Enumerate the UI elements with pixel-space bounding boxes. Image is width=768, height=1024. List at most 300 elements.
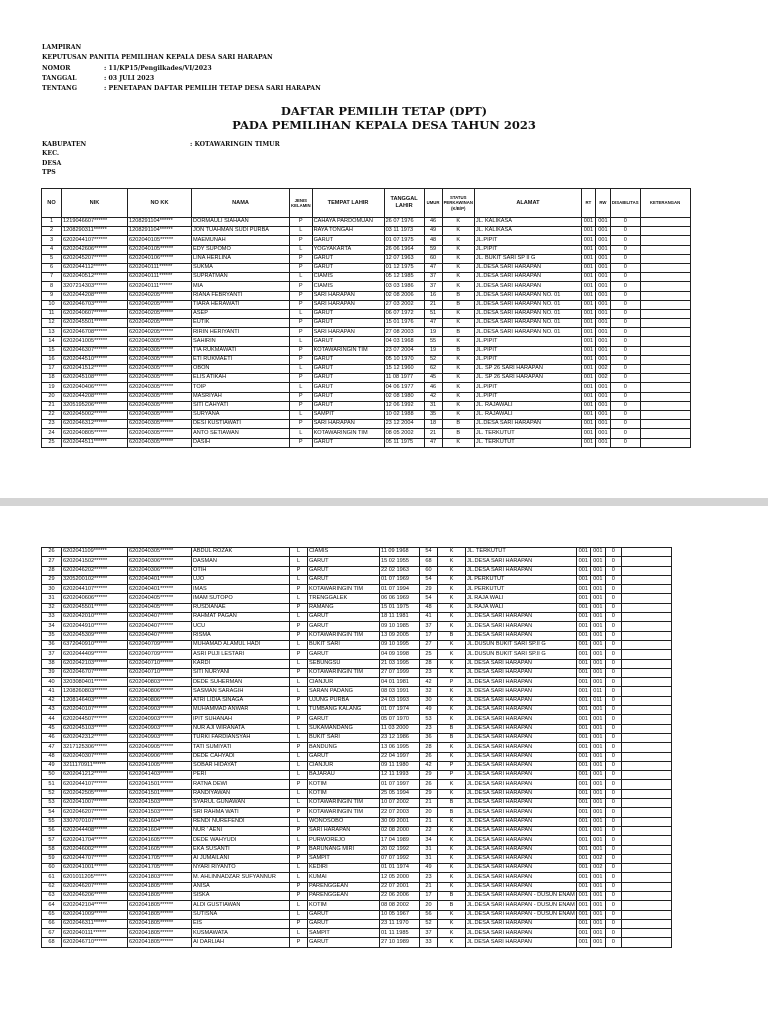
cell-alamat: JL.PIPIT	[474, 355, 581, 364]
cell-tanggal-lahir: 18 11 1981	[380, 613, 420, 622]
cell-status-perkawinan: K	[438, 743, 466, 752]
cell-tempat-lahir: GARUT	[312, 337, 384, 346]
cell-no: 33	[42, 613, 62, 622]
cell-jenis-kelamin: P	[290, 585, 308, 594]
table-row	[42, 585, 672, 594]
cell-alamat: JL DESA SARI HARAPAN	[466, 659, 577, 668]
voter-rows-page-2	[42, 548, 672, 948]
cell-no-kk: 6202040105******	[128, 236, 192, 245]
cell-rt: 001	[581, 429, 595, 438]
table-row	[42, 817, 672, 826]
cell-keterangan	[621, 668, 671, 677]
cell-no-kk: 1208291104******	[128, 227, 192, 236]
cell-rw: 001	[595, 328, 610, 337]
cell-status-perkawinan: B	[442, 420, 474, 429]
cell-no-kk: 6202040305******	[128, 429, 192, 438]
cell-tempat-lahir: CIAMIS	[308, 548, 380, 557]
cell-nik: 6202044511******	[62, 438, 128, 447]
cell-rw: 001	[590, 668, 605, 677]
cell-umur: 26	[420, 780, 438, 789]
cell-jenis-kelamin: P	[290, 622, 308, 631]
cell-alamat: JL.DESA SARI HARAPAN	[466, 622, 577, 631]
cell-nama: RISMA	[192, 631, 290, 640]
cell-no: 13	[42, 328, 62, 337]
cell-umur: 53	[420, 715, 438, 724]
cell-status-perkawinan: P	[438, 678, 466, 687]
cell-alamat: JL.DESA SARI HARAPAN - DUSUN ENAM	[466, 910, 577, 919]
cell-alamat: JL.DESA SARI HARAPAN	[466, 724, 577, 733]
cell-nik: 6202046312******	[62, 420, 128, 429]
cell-status-perkawinan: K	[442, 374, 474, 383]
cell-disabilitas: 0	[605, 678, 621, 687]
cell-nama: DASIH	[192, 438, 290, 447]
cell-rt: 001	[576, 910, 590, 919]
cell-status-perkawinan: K	[438, 613, 466, 622]
cell-rw: 001	[595, 383, 610, 392]
cell-no: 45	[42, 724, 62, 733]
cell-umur: 34	[420, 836, 438, 845]
cell-rt: 001	[576, 668, 590, 677]
cell-tempat-lahir: SAMPIT	[308, 854, 380, 863]
cell-nama: DORMAULI SIAHAAN	[192, 218, 290, 227]
cell-no: 25	[42, 438, 62, 447]
cell-nama: DEDE SUHERMAN	[192, 678, 290, 687]
cell-jenis-kelamin: P	[290, 650, 308, 659]
cell-nik: 6202044910******	[62, 622, 128, 631]
cell-disabilitas: 0	[610, 420, 640, 429]
cell-rt: 001	[576, 575, 590, 584]
cell-nik: 6202042103******	[62, 659, 128, 668]
cell-status-perkawinan: K	[438, 938, 466, 947]
cell-no-kk: 6202040305******	[128, 438, 192, 447]
cell-no: 27	[42, 557, 62, 566]
cell-nik: 6202040606******	[62, 594, 128, 603]
cell-status-perkawinan: K	[438, 650, 466, 659]
cell-status-perkawinan: K	[442, 218, 474, 227]
cell-tanggal-lahir: 22 06 2006	[380, 891, 420, 900]
cell-disabilitas: 0	[605, 603, 621, 612]
cell-jenis-kelamin: P	[290, 668, 308, 677]
cell-status-perkawinan: K	[442, 392, 474, 401]
table-row	[42, 263, 691, 272]
nomor-label: NOMOR	[42, 64, 71, 72]
cell-status-perkawinan: K	[442, 401, 474, 410]
cell-no-kk: 6202040903******	[128, 733, 192, 742]
cell-nik: 6202044107******	[62, 780, 128, 789]
cell-disabilitas: 0	[605, 836, 621, 845]
cell-no: 34	[42, 622, 62, 631]
table-row	[42, 575, 672, 584]
cell-tanggal-lahir: 23 07 2004	[384, 346, 424, 355]
cell-no-kk: 6202041805******	[128, 891, 192, 900]
table-row	[42, 603, 672, 612]
cell-tempat-lahir: GARUT	[312, 401, 384, 410]
cell-rw: 001	[590, 845, 605, 854]
cell-no-kk: 6202041805******	[128, 901, 192, 910]
cell-tanggal-lahir: 22 02 1963	[380, 566, 420, 575]
cell-nama: JON TUAHMAN SUDI PURBA	[192, 227, 290, 236]
cell-jenis-kelamin: P	[290, 300, 313, 309]
cell-no-kk: 6202041604******	[128, 817, 192, 826]
cell-keterangan	[621, 882, 671, 891]
cell-jenis-kelamin: L	[290, 901, 308, 910]
table-row	[42, 346, 691, 355]
cell-no-kk: 6202040306******	[128, 557, 192, 566]
table-row	[42, 420, 691, 429]
cell-umur: 52	[420, 919, 438, 928]
table-row	[42, 919, 672, 928]
cell-no-kk: 6202041403******	[128, 771, 192, 780]
cell-umur: 62	[424, 365, 442, 374]
cell-tempat-lahir: CIANJUR	[308, 761, 380, 770]
cell-tanggal-lahir: 17 04 1989	[380, 836, 420, 845]
cell-keterangan	[621, 724, 671, 733]
table-row	[42, 668, 672, 677]
cell-jenis-kelamin: P	[290, 319, 313, 328]
cell-keterangan	[621, 715, 671, 724]
cell-status-perkawinan: K	[438, 919, 466, 928]
cell-tanggal-lahir: 27 10 1989	[380, 938, 420, 947]
cell-tempat-lahir: BUKIT SARI	[308, 640, 380, 649]
cell-rt: 001	[581, 273, 595, 282]
cell-rt: 001	[576, 929, 590, 938]
cell-no: 37	[42, 650, 62, 659]
cell-no-kk: 6202040710******	[128, 668, 192, 677]
cell-disabilitas: 0	[605, 548, 621, 557]
cell-disabilitas: 0	[610, 337, 640, 346]
cell-nik: 6202041009******	[62, 910, 128, 919]
cell-tanggal-lahir: 03 11 1973	[384, 227, 424, 236]
cell-no: 7	[42, 273, 62, 282]
cell-rt: 001	[581, 438, 595, 447]
table-row	[42, 752, 672, 761]
cell-alamat: JL.PIPIT	[474, 346, 581, 355]
cell-nama: LINA HERLINA	[192, 254, 290, 263]
table-row	[42, 355, 691, 364]
cell-nama: MUHAMMAD ANWAR	[192, 706, 290, 715]
cell-umur: 17	[420, 891, 438, 900]
cell-rt: 001	[581, 410, 595, 419]
cell-tempat-lahir: KOTAWARINGIN TIM	[308, 808, 380, 817]
cell-nik: 6202046206******	[62, 891, 128, 900]
cell-no-kk: 6202040710******	[128, 659, 192, 668]
lampiran-label: LAMPIRAN	[42, 44, 82, 51]
cell-status-perkawinan: B	[438, 799, 466, 808]
cell-jenis-kelamin: P	[290, 845, 308, 854]
cell-tempat-lahir: GARUT	[312, 365, 384, 374]
keputusan-text: KEPUTUSAN PANITIA PEMILIHAN KEPALA DESA SARI HARAPAN	[42, 54, 273, 62]
cell-no-kk: 6202041605******	[128, 836, 192, 845]
cell-nama: TURKI FARDIANSYAH	[192, 733, 290, 742]
cell-rw: 001	[590, 919, 605, 928]
cell-no: 58	[42, 845, 62, 854]
cell-rw: 001	[590, 826, 605, 835]
cell-jenis-kelamin: L	[290, 799, 308, 808]
cell-alamat: JL. BUKIT SARI SP II G	[474, 254, 581, 263]
cell-rw: 001	[595, 392, 610, 401]
cell-alamat: JL.DESA SARI HARAPAN	[466, 854, 577, 863]
cell-keterangan	[621, 845, 671, 854]
cell-rt: 001	[576, 715, 590, 724]
cell-alamat: JL.DESA SARI HARAPAN	[466, 743, 577, 752]
cell-jenis-kelamin: L	[290, 273, 313, 282]
table-row	[42, 254, 691, 263]
cell-no: 14	[42, 337, 62, 346]
table-row	[42, 401, 691, 410]
cell-tempat-lahir: KOTAWARINGIN TIM	[308, 799, 380, 808]
cell-nik: 6202042104******	[62, 901, 128, 910]
cell-nama: DESI KUSTIAWATI	[192, 420, 290, 429]
cell-keterangan	[621, 864, 671, 873]
cell-nama: DEDE CAHYADI	[192, 752, 290, 761]
cell-nama: ASRI PUJI LESTARI	[192, 650, 290, 659]
cell-alamat: JL.PIPIT	[474, 383, 581, 392]
cell-tempat-lahir: PARENGGEAN	[308, 882, 380, 891]
cell-no: 35	[42, 631, 62, 640]
cell-nik: 6202044409******	[62, 650, 128, 659]
cell-disabilitas: 0	[605, 566, 621, 575]
cell-keterangan	[621, 919, 671, 928]
cell-tanggal-lahir: 15 01 1976	[384, 319, 424, 328]
cell-alamat: JL.DESA SARI HARAPAN	[474, 273, 581, 282]
cell-rt: 001	[576, 799, 590, 808]
cell-no: 32	[42, 603, 62, 612]
cell-rw: 001	[595, 227, 610, 236]
table-row	[42, 882, 672, 891]
cell-alamat: JL. KALIKASA	[474, 227, 581, 236]
cell-no: 56	[42, 826, 62, 835]
table-header-row	[42, 189, 691, 218]
cell-alamat: JL.DESA SARI HARAPAN	[466, 761, 577, 770]
cell-no: 17	[42, 365, 62, 374]
table-row	[42, 761, 672, 770]
cell-jenis-kelamin: P	[290, 263, 313, 272]
cell-tempat-lahir: SEBUNGSU	[308, 659, 380, 668]
cell-tempat-lahir: RAYA TONGAH	[312, 227, 384, 236]
cell-rw: 001	[590, 566, 605, 575]
cell-no-kk: 6202041705******	[128, 854, 192, 863]
cell-disabilitas: 0	[605, 752, 621, 761]
cell-nik: 6202044707******	[62, 854, 128, 863]
cell-no: 43	[42, 706, 62, 715]
cell-disabilitas: 0	[605, 585, 621, 594]
cell-jenis-kelamin: L	[290, 761, 308, 770]
cell-disabilitas: 0	[605, 882, 621, 891]
cell-tanggal-lahir: 01 01 1974	[380, 864, 420, 873]
cell-rw: 001	[590, 631, 605, 640]
cell-no-kk: 6202040105******	[128, 245, 192, 254]
cell-no: 41	[42, 687, 62, 696]
cell-rt: 001	[576, 864, 590, 873]
cell-no-kk: 6202041501******	[128, 780, 192, 789]
cell-disabilitas: 0	[605, 622, 621, 631]
cell-umur: 31	[420, 854, 438, 863]
cell-tempat-lahir: KUMAI	[308, 873, 380, 882]
cell-disabilitas: 0	[610, 291, 640, 300]
cell-alamat: JL.DESA SARI HARAPAN	[466, 836, 577, 845]
cell-keterangan	[621, 650, 671, 659]
cell-status-perkawinan: K	[438, 548, 466, 557]
cell-umur: 29	[420, 789, 438, 798]
cell-nama: ANTO SETIAWAN	[192, 429, 290, 438]
cell-umur: 20	[420, 901, 438, 910]
cell-no-kk: 6202040903******	[128, 706, 192, 715]
cell-nik: 6202040805******	[62, 429, 128, 438]
cell-nama: SUTISNA	[192, 910, 290, 919]
cell-alamat: JL.DESA SARI HARAPAN	[466, 873, 577, 882]
cell-keterangan	[640, 374, 690, 383]
cell-rt: 001	[581, 227, 595, 236]
cell-no-kk: 6202040407******	[128, 622, 192, 631]
table-row	[42, 771, 672, 780]
cell-status-perkawinan: K	[438, 789, 466, 798]
cell-nama: SYARUL GUNAWAN	[192, 799, 290, 808]
cell-tanggal-lahir: 26 07 1976	[384, 218, 424, 227]
cell-rw: 001	[590, 640, 605, 649]
cell-keterangan	[640, 282, 690, 291]
cell-jenis-kelamin: P	[290, 420, 313, 429]
table-row	[42, 594, 672, 603]
cell-no: 42	[42, 696, 62, 705]
cell-jenis-kelamin: L	[290, 383, 313, 392]
cell-tempat-lahir: BARUNANG MIRI	[308, 845, 380, 854]
cell-keterangan	[640, 300, 690, 309]
cell-jenis-kelamin: P	[290, 346, 313, 355]
cell-disabilitas: 0	[605, 771, 621, 780]
cell-no: 44	[42, 715, 62, 724]
cell-no: 9	[42, 291, 62, 300]
cell-tempat-lahir: GARUT	[312, 236, 384, 245]
cell-rw: 001	[595, 410, 610, 419]
cell-umur: 37	[424, 282, 442, 291]
cell-no: 39	[42, 668, 62, 677]
cell-alamat: JL PERKUTUT	[466, 585, 577, 594]
cell-jenis-kelamin: L	[290, 548, 308, 557]
cell-tanggal-lahir: 09 11 1980	[380, 761, 420, 770]
cell-nama: ALDI GUSTIAWAN	[192, 901, 290, 910]
cell-keterangan	[640, 227, 690, 236]
cell-rt: 001	[576, 789, 590, 798]
cell-umur: 19	[424, 346, 442, 355]
cell-jenis-kelamin: P	[290, 743, 308, 752]
cell-no: 22	[42, 410, 62, 419]
table-row	[42, 687, 672, 696]
cell-tempat-lahir: GARUT	[312, 319, 384, 328]
table-row	[42, 650, 672, 659]
table-row	[42, 236, 691, 245]
cell-no: 23	[42, 420, 62, 429]
cell-rt: 001	[576, 724, 590, 733]
cell-status-perkawinan: K	[438, 640, 466, 649]
cell-no-kk: 6202041501******	[128, 789, 192, 798]
cell-umur: 22	[420, 826, 438, 835]
cell-tanggal-lahir: 06 06 1969	[380, 594, 420, 603]
cell-nik: 3207214303******	[62, 282, 128, 291]
cell-keterangan	[621, 575, 671, 584]
cell-keterangan	[621, 752, 671, 761]
cell-rw: 001	[590, 836, 605, 845]
cell-status-perkawinan: K	[438, 594, 466, 603]
cell-nama: ASEP	[192, 309, 290, 318]
col-header-nama: NAMA	[192, 189, 290, 218]
cell-tempat-lahir: KOTAWARINGIN TIM	[312, 346, 384, 355]
cell-nama: TOIP	[192, 383, 290, 392]
table-row	[42, 429, 691, 438]
cell-rt: 001	[576, 919, 590, 928]
kecamatan-label: KEC.	[42, 150, 60, 158]
cell-tanggal-lahir: 04 09 1998	[380, 650, 420, 659]
cell-umur: 18	[424, 420, 442, 429]
cell-rt: 001	[581, 254, 595, 263]
cell-nik: 6202041704******	[62, 836, 128, 845]
col-header-umur: UMUR	[424, 189, 442, 218]
table-row	[42, 328, 691, 337]
cell-status-perkawinan: K	[442, 263, 474, 272]
cell-tanggal-lahir: 30 09 2001	[380, 817, 420, 826]
cell-rw: 001	[590, 724, 605, 733]
cell-nama: RENDI NUREFENDI	[192, 817, 290, 826]
cell-tempat-lahir: TUMBANG KALANG	[308, 706, 380, 715]
cell-keterangan	[621, 631, 671, 640]
cell-tempat-lahir: GARUT	[312, 254, 384, 263]
cell-nik: 6202042606******	[62, 245, 128, 254]
cell-nik: 6202046207******	[62, 882, 128, 891]
cell-keterangan	[640, 236, 690, 245]
cell-tanggal-lahir: 06 07 1972	[384, 309, 424, 318]
cell-tanggal-lahir: 27 07 1999	[380, 668, 420, 677]
cell-umur: 23	[420, 668, 438, 677]
cell-nama: RATNA DEWI	[192, 780, 290, 789]
cell-status-perkawinan: K	[438, 845, 466, 854]
cell-umur: 41	[420, 613, 438, 622]
cell-keterangan	[621, 622, 671, 631]
cell-disabilitas: 0	[610, 245, 640, 254]
cell-no: 67	[42, 929, 62, 938]
cell-nama: IPIT SUHANAH	[192, 715, 290, 724]
cell-no-kk: 6202040111******	[128, 263, 192, 272]
cell-nama: MIA	[192, 282, 290, 291]
cell-keterangan	[640, 438, 690, 447]
cell-disabilitas: 0	[610, 236, 640, 245]
table-row	[42, 910, 672, 919]
cell-tanggal-lahir: 12 11 1993	[380, 771, 420, 780]
cell-no: 31	[42, 594, 62, 603]
cell-rw: 001	[595, 309, 610, 318]
cell-rw: 001	[590, 743, 605, 752]
cell-jenis-kelamin: L	[290, 575, 308, 584]
cell-no: 55	[42, 817, 62, 826]
cell-keterangan	[621, 929, 671, 938]
cell-umur: 25	[420, 650, 438, 659]
cell-jenis-kelamin: L	[290, 706, 308, 715]
cell-no: 24	[42, 429, 62, 438]
cell-tempat-lahir: SARI HARAPAN	[312, 300, 384, 309]
cell-no: 26	[42, 548, 62, 557]
cell-no-kk: 6202040305******	[128, 392, 192, 401]
cell-nik: 6202041005******	[62, 337, 128, 346]
cell-jenis-kelamin: P	[290, 328, 313, 337]
cell-tanggal-lahir: 25 05 1994	[380, 789, 420, 798]
cell-status-perkawinan: B	[438, 901, 466, 910]
cell-rw: 001	[590, 780, 605, 789]
table-row	[42, 365, 691, 374]
cell-no-kk: 6202040709******	[128, 650, 192, 659]
cell-rw: 001	[590, 873, 605, 882]
cell-nik: 6201011205******	[62, 873, 128, 882]
cell-jenis-kelamin: P	[290, 938, 308, 947]
cell-status-perkawinan: K	[442, 282, 474, 291]
cell-jenis-kelamin: P	[290, 891, 308, 900]
